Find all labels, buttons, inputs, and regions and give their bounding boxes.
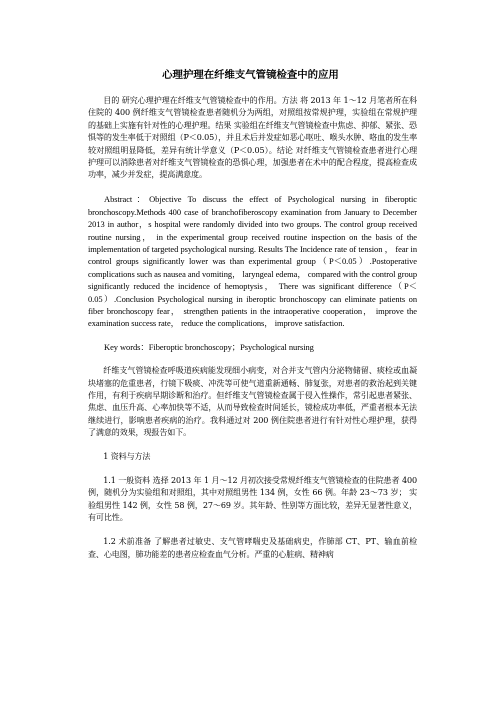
keywords-text: Fiberoptic bronchoscopy；Psychological nursing: [148, 342, 314, 353]
preoperative-preparation-paragraph: 1.2 术前准备 了解患者过敏史、支气管哮喘史及基础病史，作肺部 CT、PT、输血前检查、心电图，肺功能差的患者应检查血气分析。严重的心脏病、精神病: [88, 537, 417, 559]
abstract-text: Objective To discuss the effect of Psychological nursing in fiberoptic bronchoscopy.Methods 400 case of branchofiberoscopy examination from January to December 2013 in author，s hospital were randomly divided into two groups. The control group received routine nursing， in the experimental group received routine inspection on the basis of the implementation of targeted psychological nursing. Results The Incidence rate of tension ， fear in control groups significantly lower was than experimental group（P＜0.05）.Postoperative complications such as nausea and vomiting， laryngeal edema， compared with the control group significantly reduced the incidence of hemoptysis， There was significant difference（P＜0.05）.Conclusion Psychological nursing in iberoptic bronchoscopy can eliminate patients on fiber bronchoscopy fear， strengthen patients in the intraoperative cooperation， improve the examination success rate， reduce the complications， improve satisfaction.: [88, 194, 417, 329]
section-heading: 1 资料与方法: [103, 452, 151, 462]
paper-title: 心理护理在纤维支气管镜检查中的应用: [162, 69, 339, 81]
abstract-label: Abstract：: [104, 194, 150, 205]
keywords-label: Key words：: [104, 342, 149, 353]
keywords: [88, 341, 417, 353]
chinese-abstract: 目的 研究心理护理在纤维支气管镜检查中的作用。方法 将 2013 年 1～12 月笔者所在科住院的 400 例纤维支气管镜检查患者随机分为两组，对照组按常规护理，实验组在常规护理的基础上实施有针对性的心理护理。结果 实验组在纤维支气管镜检查中焦虑、抑郁、紧张、恐惧等的发生率低于对照组（P＜0.05），并且术后并发症如恶心呕吐、喉头水肿、咯血的发生率较对照组明显降低，差异有统计学意义（P＜0.05）。结论 对纤维支气管镜检查患者进行心理护理可以消除患者对纤维支气管镜检查的恐惧心理，加强患者在术中的配合程度，提高检查成功率，减少并发症，提高满意度。: [88, 96, 417, 180]
english-abstract: [88, 193, 417, 329]
general-data-paragraph: 1.1 一般资料 选择 2013 年 1 月～12 月初次接受常规纤维支气管镜检查的住院患者 400 例，随机分为实验组和对照组，其中对照组男性 134 例，女性 66 例。年龄 23～73 岁； 实验组男性 142 例，女性 58 例，27～69 岁。其年龄、性别等方面比较，差异无显著性意义，有可比性。: [88, 476, 417, 523]
introduction-paragraph: 纤维支气管镜检查呼吸道疾病能发现细小病变，对合并支气管内分泌物储留、痰栓或血凝块堵塞的危重患者，行镜下吸痰、冲洗等可使气道重新通畅、肺复张，对患者的救治起到关键作用，有利于疾病早期诊断和治疗。但纤维支气管镜检查属于侵入性操作，常引起患者紧张、焦虑、血压升高、心率加快等不适，从而导致检查时间延长，镜检成功率低，严重者根本无法继续进行，影响患者疾病的治疗。我科通过对 200 例住院患者进行有针对性心理护理，获得了满意的效果，现报告如下。: [88, 366, 417, 438]
